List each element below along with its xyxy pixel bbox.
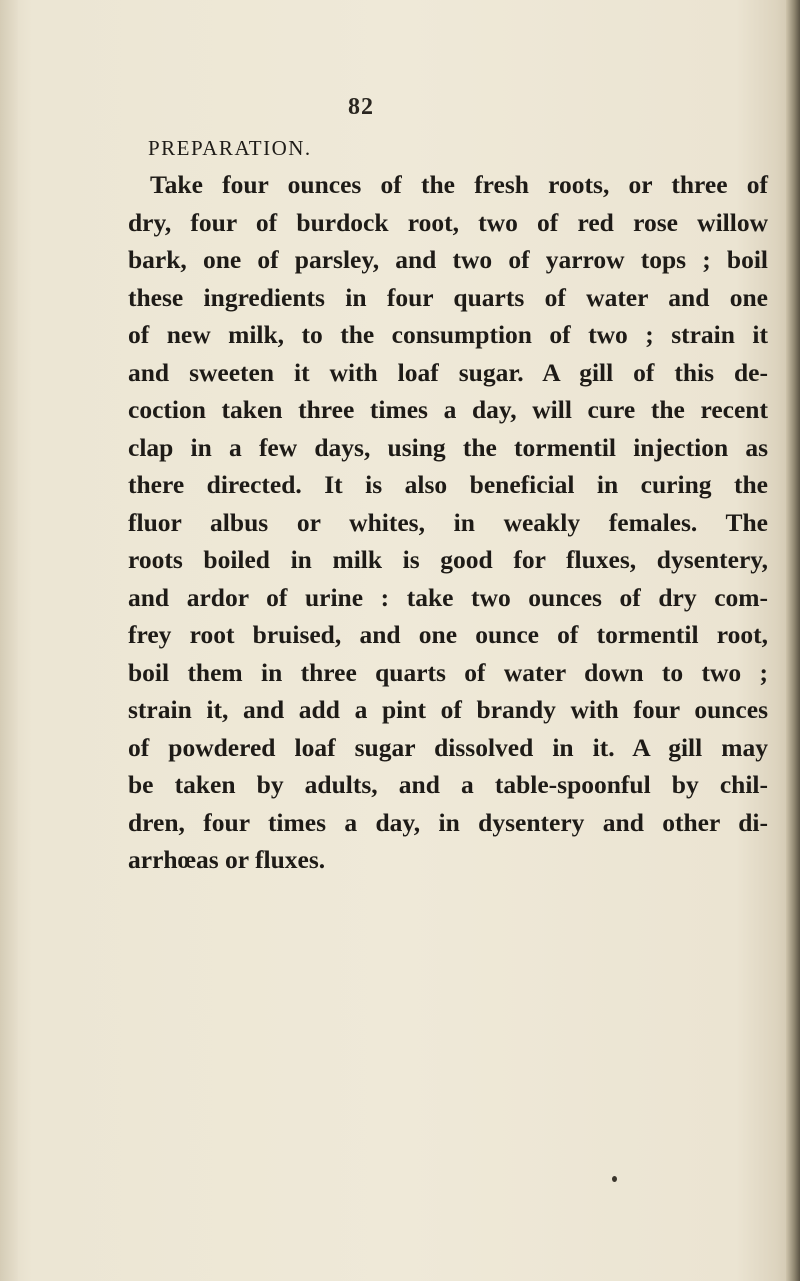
text-line: and sweeten it with loaf sugar. A gill of this de-: [128, 357, 768, 387]
text-line: frey root bruised, and one ounce of tormentil root,: [128, 620, 768, 649]
body-paragraph: [128, 166, 768, 879]
text-line: be taken by adults, and a table-spoonful by chil-: [128, 770, 768, 799]
text-line: of powdered loaf sugar dissolved in it. A gill may: [128, 732, 768, 762]
text-line: arrhœas or fluxes.: [128, 845, 326, 874]
text-line: clap in a few days, using the tormentil injection as: [128, 432, 768, 462]
page-number: 82: [348, 94, 374, 120]
text-line: Take four ounces of the fresh roots, or three of: [150, 170, 768, 199]
text-line: bark, one of parsley, and two of yarrow tops ; boil: [128, 245, 768, 274]
text-line: strain it, and add a pint of brandy with four ounces: [128, 695, 768, 724]
text-line: and ardor of urine : take two ounces of dry com-: [128, 582, 768, 612]
text-line: these ingredients in four quarts of water and one: [128, 282, 768, 312]
text-line: fluor albus or whites, in weakly females. The: [128, 507, 768, 537]
text-line: roots boiled in milk is good for fluxes, dysentery,: [128, 545, 768, 574]
page-gutter-shadow: [0, 0, 18, 1281]
text-line: of new milk, to the consumption of two ; strain it: [128, 320, 768, 349]
text-line: boil them in three quarts of water down to two ;: [128, 657, 768, 687]
section-heading: PREPARATION.: [148, 136, 312, 160]
text-line: there directed. It is also beneficial in curing the: [128, 470, 768, 499]
ink-speck: [612, 1176, 617, 1182]
page-edge-shadow: [786, 0, 800, 1281]
text-line: dren, four times a day, in dysentery and other di-: [128, 807, 768, 837]
text-line: coction taken three times a day, will cure the recent: [128, 395, 768, 424]
text-line: dry, four of burdock root, two of red rose willow: [128, 207, 768, 237]
